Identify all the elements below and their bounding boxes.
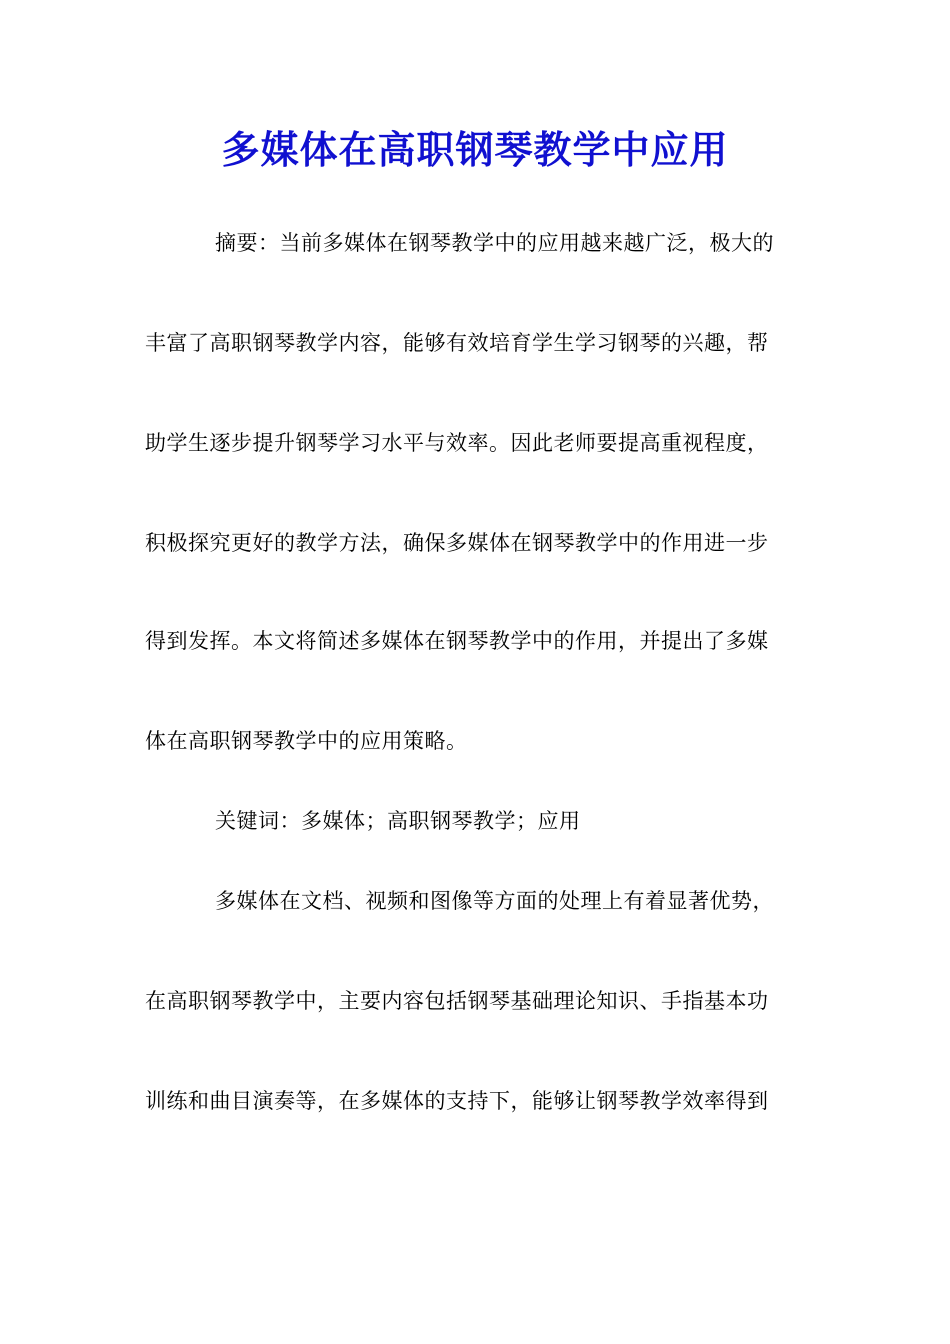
abstract-line-6: 体在高职钢琴教学中的应用策略。 [145,729,468,753]
abstract-line-5: 得到发挥。本文将简述多媒体在钢琴教学中的作用，并提出了多媒 [145,629,769,653]
abstract-line-3: 助学生逐步提升钢琴学习水平与效率。因此老师要提高重视程度， [145,431,769,455]
body-line-1: 多媒体在文档、视频和图像等方面的处理上有着显著优势， [215,889,774,913]
document-title: 多媒体在高职钢琴教学中应用 [221,127,729,172]
abstract-line-2: 丰富了高职钢琴教学内容，能够有效培育学生学习钢琴的兴趣，帮 [145,331,769,355]
body-line-3: 训练和曲目演奏等，在多媒体的支持下，能够让钢琴教学效率得到 [145,1089,769,1113]
keywords-line: 关键词：多媒体；高职钢琴教学；应用 [215,809,581,833]
abstract-line-1: 摘要：当前多媒体在钢琴教学中的应用越来越广泛，极大的 [215,231,774,255]
abstract-line-4: 积极探究更好的教学方法，确保多媒体在钢琴教学中的作用进一步 [145,531,769,555]
body-line-2: 在高职钢琴教学中，主要内容包括钢琴基础理论知识、手指基本功 [145,989,769,1013]
